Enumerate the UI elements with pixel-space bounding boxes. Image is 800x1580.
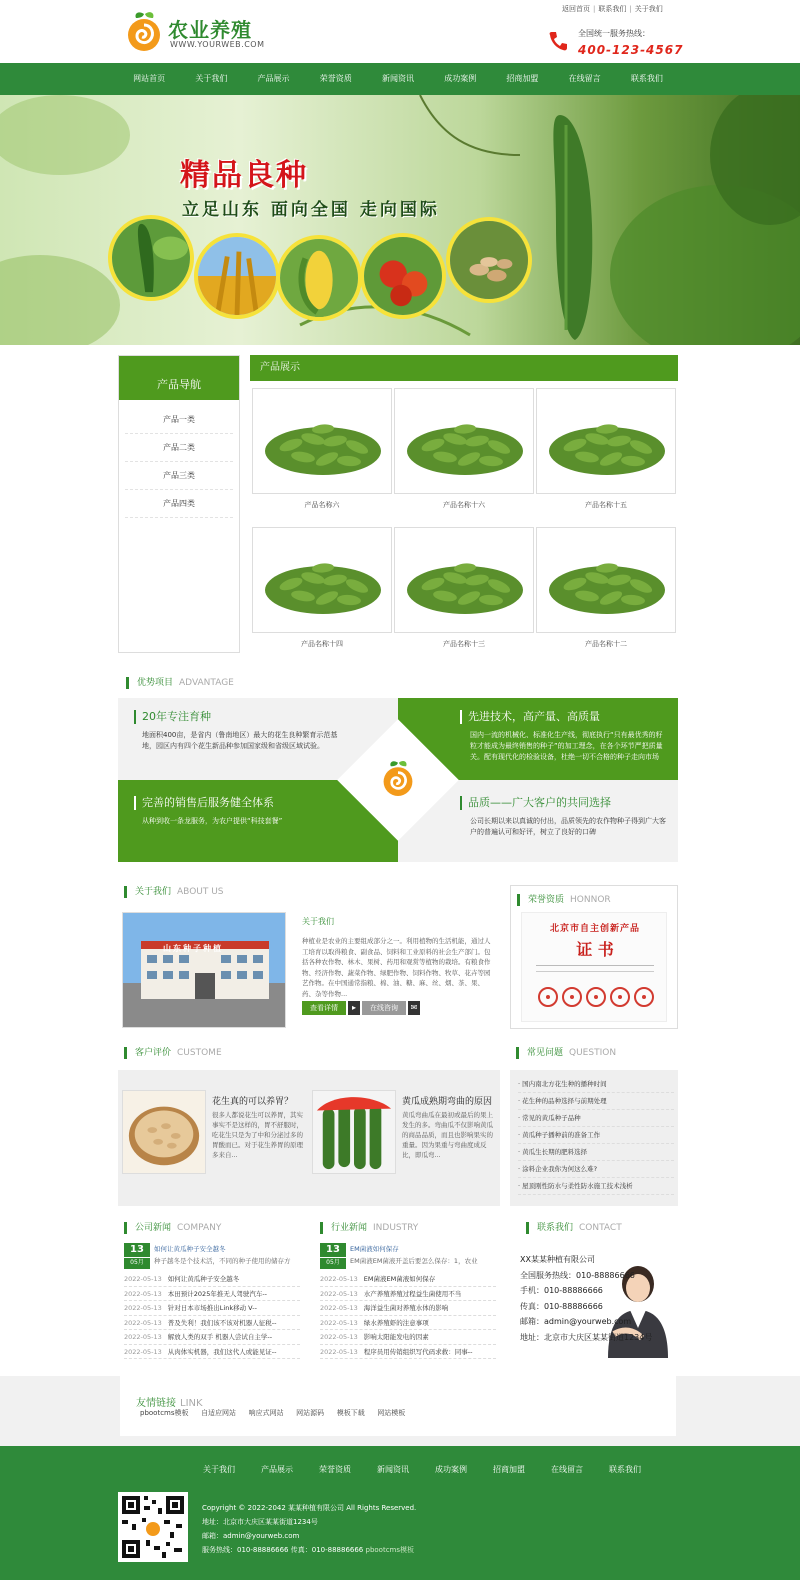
industry-news-title: 行业新闻 INDUSTRY xyxy=(320,1222,418,1234)
company-news-date: 13 05月 xyxy=(124,1243,150,1269)
faq-panel xyxy=(510,1070,678,1206)
reviews-panel xyxy=(118,1070,500,1206)
product-name[interactable]: 产品名称十四 xyxy=(301,640,343,648)
logo[interactable] xyxy=(124,8,274,54)
news-row[interactable]: 2022-05-13 针对日本市场推出Link移动 V-- xyxy=(124,1301,300,1316)
product-name[interactable]: 产品名称十五 xyxy=(585,501,627,509)
faq-item[interactable]: · 黄瓜生长期的肥料选择 xyxy=(518,1144,674,1161)
phone-icon xyxy=(548,30,568,52)
advantage-heading-4: 品质——广大客户的共同选择 xyxy=(460,796,611,810)
footer-nav-products[interactable]: 产品展示 xyxy=(261,1465,293,1474)
company-news-top-title[interactable]: 如何让黄瓜种子安全越冬 xyxy=(154,1245,226,1253)
nav-item-news[interactable]: 新闻资讯 xyxy=(381,74,414,83)
certificate-seals-icon xyxy=(536,985,656,1009)
about-building-sign: 山东种子种植 xyxy=(163,944,223,953)
review-heading-1[interactable]: 花生真的可以养胃？ xyxy=(212,1097,294,1107)
footer-address: 地址：北京市大庆区某某街道1234号 xyxy=(202,1518,318,1526)
nav-item-cases[interactable]: 成功案例 xyxy=(444,74,477,83)
toplink-contact[interactable]: 联系我们 xyxy=(598,5,627,13)
product-image xyxy=(545,538,669,624)
nav-item-home[interactable]: 网站首页 xyxy=(133,74,166,83)
footer-nav-franchise[interactable]: 招商加盟 xyxy=(493,1465,525,1474)
product-name[interactable]: 产品名称六 xyxy=(304,501,340,509)
chat-icon: ✉ xyxy=(408,1001,420,1015)
certificate-image[interactable] xyxy=(521,912,667,1022)
wheat-circle-image xyxy=(194,233,280,319)
logo-mark-icon xyxy=(124,10,164,52)
nav-item-products[interactable]: 产品展示 xyxy=(257,74,290,83)
faq-item[interactable]: · 国内南北方花生种的播种时间 xyxy=(518,1076,674,1093)
faq-section-title: 常见问题 QUESTION xyxy=(516,1047,616,1059)
industry-news-list xyxy=(320,1272,496,1359)
certificate-title: 北京市自主创新产品 xyxy=(549,924,640,934)
news-row[interactable]: 2022-05-13 绿水养殖虾的注意事项 xyxy=(320,1316,496,1331)
advantage-text-4: 公司长期以来以真诚的付出，品质领先的农作物种子得到广大客户的普遍认可和好评，树立了良好的口碑 xyxy=(470,817,666,836)
footer-nav xyxy=(190,1464,654,1475)
news-row[interactable]: 2022-05-13 本田预计2025年推无人驾驶汽车-- xyxy=(124,1287,300,1302)
sidebar-item-category-4[interactable]: 产品四类 xyxy=(125,490,233,518)
faq-item[interactable]: · 涂料企业我你为何这么难? xyxy=(518,1161,674,1178)
toplink-home[interactable]: 返回首页 xyxy=(562,5,590,13)
footer-email: 邮箱：admin@yourweb.com xyxy=(202,1532,300,1540)
news-row[interactable]: 2022-05-13 海洋益生菌对养殖水体的影响 xyxy=(320,1301,496,1316)
nav-item-contact[interactable]: 联系我们 xyxy=(630,74,663,83)
news-row[interactable]: 2022-05-13 从肉体实机器，我们这代人或能见证-- xyxy=(124,1345,300,1360)
product-card[interactable] xyxy=(252,527,392,633)
banner-subtitle: 立足山东 面向全国 走向国际 xyxy=(182,200,440,220)
hotline-label: 全国统一服务热线： xyxy=(578,29,650,38)
about-more-button[interactable]: 查看详情 xyxy=(302,1001,346,1015)
product-image xyxy=(545,399,669,485)
footer-nav-message[interactable]: 在线留言 xyxy=(551,1465,583,1474)
footer-nav-about[interactable]: 关于我们 xyxy=(203,1465,235,1474)
banner-title: 精品良种 xyxy=(180,158,308,193)
certificate-word: 证 书 xyxy=(576,940,614,959)
honor-panel xyxy=(510,885,678,1029)
about-building-image xyxy=(122,912,286,1028)
products-title: 产品展示 xyxy=(250,355,678,381)
nav-item-about[interactable]: 关于我们 xyxy=(195,74,228,83)
advantage-heading-1: 20年专注育种 xyxy=(134,710,211,724)
footer-copyright: Copyright © 2022-2042 某某种植有限公司 All Rights Reserved. xyxy=(202,1504,417,1512)
footer-tag-link[interactable]: pbootcms模板 xyxy=(365,1546,415,1554)
hero-banner[interactable] xyxy=(0,95,800,345)
nav-item-message[interactable]: 在线留言 xyxy=(568,74,601,83)
contact-company: XX某某种植有限公司 xyxy=(520,1255,595,1264)
news-row[interactable]: 2022-05-13 解放人类的双手 机器人尝试自主学-- xyxy=(124,1330,300,1345)
faq-item[interactable]: · 花生种的品种选择与前期处理 xyxy=(518,1093,674,1110)
more-arrow-icon: ▸ xyxy=(348,1001,360,1015)
product-image xyxy=(261,399,385,485)
advantage-heading-3: 完善的销售后服务健全体系 xyxy=(134,796,274,810)
about-consult-button[interactable]: 在线咨询 xyxy=(362,1001,406,1015)
toplink-about[interactable]: 关于我们 xyxy=(634,5,663,13)
review-heading-2[interactable]: 黄瓜成熟期弯曲的原因 xyxy=(402,1097,493,1107)
industry-news-top-summary: EM菌液EM菌液开盖后要怎么保存：1，农业 xyxy=(350,1257,478,1265)
news-row[interactable]: 2022-05-13 普及失利！我们该不该对机器人征税-- xyxy=(124,1316,300,1331)
product-name[interactable]: 产品名称十三 xyxy=(443,640,485,648)
contact-hotline: 全国服务热线：010-88886666 xyxy=(520,1270,635,1280)
sidebar-title: 产品导航 xyxy=(119,356,239,400)
footer-nav-honors[interactable]: 荣誉资质 xyxy=(319,1465,351,1474)
news-row[interactable]: 2022-05-13 如何让黄瓜种子安全越冬 xyxy=(124,1272,300,1287)
contact-info xyxy=(520,1252,652,1345)
top-links: 返回首页 | 联系我们 | 关于我们 xyxy=(562,5,663,13)
product-name[interactable]: 产品名称十二 xyxy=(585,640,627,648)
product-image xyxy=(261,538,385,624)
review-text-2: 黄瓜弯曲瓜在最初或最后的果上发生的多。弯曲瓜不仅影响黄瓜的商品品质，而且也影响果实的重量。因为果重与弯曲度成反比，即瓜弯... xyxy=(402,1111,493,1159)
advantage-text-3: 从种到收一条龙服务，为农户提供“科技套餐” xyxy=(142,817,283,825)
news-row[interactable]: 2022-05-13 程序员用传销组织写代码求救：同事-- xyxy=(320,1345,496,1360)
product-card[interactable] xyxy=(394,527,534,633)
contact-address: 地址：北京市大庆区某某街道1234号 xyxy=(520,1332,653,1342)
product-card[interactable] xyxy=(536,388,676,494)
news-row[interactable]: 2022-05-13 水产养殖养殖过程益生菌使用不当 xyxy=(320,1287,496,1302)
industry-news-date: 13 05月 xyxy=(320,1243,346,1269)
review-text-1: 很多人都说花生可以养胃，其实事实不是这样的，胃不舒服时，吃花生只是为了中和分泌过多的胃酸而已。对于花生养胃的原理多来自... xyxy=(212,1111,303,1159)
friend-link[interactable]: 网站源码 xyxy=(296,1409,325,1417)
friend-links-panel xyxy=(120,1376,676,1436)
news-row[interactable]: 2022-05-13 影响太阳能发电的因素 xyxy=(320,1330,496,1345)
friend-links-list xyxy=(140,1408,415,1418)
advantage-text-2: 国内一流的机械化、标准化生产线，彻底执行“只有最优秀的籽粒才能成为最终销售的种子”的加工理念，在各个环节严把质量关。配有现代化的检验设备，杜绝一切不合格的种子走向市场 xyxy=(470,731,663,761)
company-news-title: 公司新闻 COMPANY xyxy=(124,1222,221,1234)
about-subtitle[interactable]: 关于我们 xyxy=(302,917,334,926)
news-row[interactable]: 2022-05-13 EM菌液EM菌液如何保存 xyxy=(320,1272,496,1287)
tomato-circle-image xyxy=(360,233,446,319)
about-text: 种植业是农业的主要组成部分之一。利用植物的生活机能，通过人工培育以取得粮食、副食品、饲料和工业原料的社会生产部门。包括各种农作物、林木、果树、药用和观赏等植物的栽培。有粮食作物、经济作物、蔬菜作物、绿肥作物、饲料作物、牧草、花卉等园艺作物。在中国通常指粮、棉、油、糖、麻、丝、烟、茶、果、药、杂等作物... xyxy=(302,937,491,998)
company-news-top-summary: 种子越冬是个技术活，不同的种子使用的储存方 xyxy=(154,1257,291,1265)
advantage-section-title: 优势项目 ADVANTAGE xyxy=(126,677,234,689)
advantage-heading-2: 先进技术，高产量、高质量 xyxy=(460,710,600,724)
advantage-logo-icon xyxy=(380,758,416,798)
cucumber-circle-image xyxy=(108,215,194,301)
sidebar-item-category-3[interactable]: 产品三类 xyxy=(125,462,233,490)
footer-nav-news[interactable]: 新闻资讯 xyxy=(377,1465,409,1474)
product-card[interactable] xyxy=(394,388,534,494)
industry-news-top-title[interactable]: EM菌液如何保存 xyxy=(350,1245,399,1253)
contact-mobile: 手机：010-88886666 xyxy=(520,1286,603,1295)
nav-item-honors[interactable]: 荣誉资质 xyxy=(319,74,352,83)
advantage-panel xyxy=(118,698,678,862)
reviews-section-title: 客户评价 CUSTOME xyxy=(124,1047,222,1059)
friend-links-title: 友情链接 LINK xyxy=(136,1398,203,1409)
friend-link[interactable]: 响应式网站 xyxy=(248,1409,284,1417)
friend-link[interactable]: 网站模板 xyxy=(377,1409,406,1417)
about-section-title: 关于我们 ABOUT US xyxy=(124,886,224,898)
corn-circle-image xyxy=(276,235,362,321)
product-sidebar xyxy=(118,355,240,653)
footer-nav-contact[interactable]: 联系我们 xyxy=(609,1465,641,1474)
contact-fax: 传真：010-88886666 xyxy=(520,1301,603,1311)
advantage-text-1: 地面积400亩，是省内（鲁南地区）最大的花生良种繁育示范基地，园区内有四个花生新品种参加国家级和省级区域试验。 xyxy=(142,731,338,750)
qr-code-icon xyxy=(118,1492,188,1562)
friend-link[interactable]: 模板下载 xyxy=(336,1409,365,1417)
company-news-list xyxy=(124,1272,300,1359)
hotline-number: 400-123-4567 xyxy=(578,43,684,57)
friend-link[interactable]: 自适应网站 xyxy=(201,1409,237,1417)
logo-title: 农业养殖 xyxy=(168,18,252,42)
footer-nav-cases[interactable]: 成功案例 xyxy=(435,1465,467,1474)
product-image xyxy=(403,399,527,485)
honor-section-title: 荣誉资质 HONNOR xyxy=(517,894,611,906)
faq-item[interactable]: · 常见的黄瓜种子品种 xyxy=(518,1110,674,1127)
logo-subtitle: WWW.YOURWEB.COM xyxy=(170,40,265,49)
nav-item-franchise[interactable]: 招商加盟 xyxy=(506,74,539,83)
product-image xyxy=(403,538,527,624)
footer-hotline: 服务热线：010-88886666 传真：010-88886666 pbootcms模板 xyxy=(202,1546,415,1554)
faq-item[interactable]: · 黄瓜种子播种前的准备工作 xyxy=(518,1127,674,1144)
peanut-review-image[interactable] xyxy=(122,1090,206,1174)
friend-link[interactable]: pbootcms模板 xyxy=(140,1409,189,1417)
product-name[interactable]: 产品名称十六 xyxy=(443,501,485,509)
product-card[interactable] xyxy=(536,527,676,633)
product-card[interactable] xyxy=(252,388,392,494)
contact-email[interactable]: 邮箱：admin@yourweb.com xyxy=(520,1317,632,1326)
cucumber-review-image[interactable] xyxy=(312,1090,396,1174)
main-nav xyxy=(0,63,800,95)
footer xyxy=(0,1446,800,1580)
contact-section-title: 联系我们 CONTACT xyxy=(526,1222,622,1234)
sidebar-item-category-2[interactable]: 产品二类 xyxy=(125,434,233,462)
faq-item[interactable]: · 屋顶刚性防水与柔性防水施工技术浅析 xyxy=(518,1178,674,1195)
sidebar-item-category-1[interactable]: 产品一类 xyxy=(125,406,233,434)
peanut-circle-image xyxy=(446,217,532,303)
